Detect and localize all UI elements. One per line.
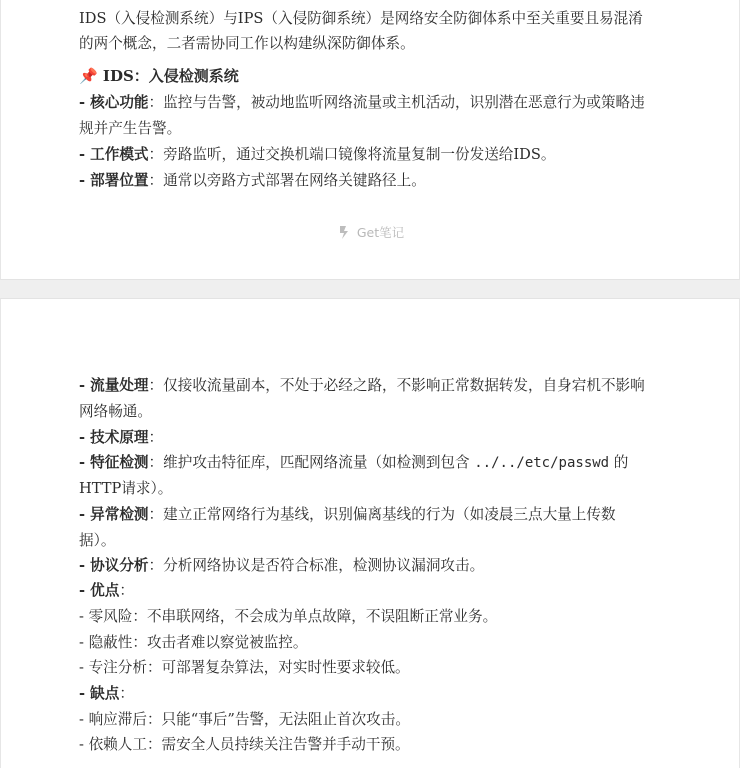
con-item-1: - 响应滞后：只能“事后”告警，无法阻止首次攻击。 — [79, 711, 410, 728]
principle-line — [79, 426, 163, 447]
ids-heading — [79, 65, 239, 86]
intro-line-1: IDS（入侵检测系统）与IPS（入侵防御系统）是网络安全防御体系中至关重要且易混淆 — [79, 10, 643, 27]
anomaly-label: 异常检测 — [90, 506, 149, 523]
bullet-prefix: - — [79, 685, 91, 702]
bullet-prefix: - — [79, 429, 91, 446]
traffic-line-2: 网络畅通。 — [79, 403, 152, 420]
core-function-text: ：监控与告警，被动地监听网络流量或主机活动，识别潜在恶意行为或策略违 — [148, 94, 645, 111]
anomaly-line-1 — [79, 503, 616, 524]
watermark-text: Get笔记 — [356, 225, 405, 240]
principle-label: 技术原理 — [90, 429, 149, 446]
signature-text-a: ：维护攻击特征库，匹配网络流量（如检测到包含 — [148, 454, 475, 471]
bullet-prefix: - — [79, 557, 91, 574]
bullet-prefix: - — [79, 146, 91, 163]
cons-line — [79, 682, 134, 703]
traffic-label: 流量处理 — [90, 377, 149, 394]
pro-item-3: - 专注分析：可部署复杂算法，对实时性要求较低。 — [79, 659, 410, 676]
pro-item-1: - 零风险：不串联网络，不会成为单点故障，不误阻断正常业务。 — [79, 608, 498, 625]
anomaly-text: ：建立正常网络行为基线，识别偏离基线的行为（如凌晨三点大量上传数 — [148, 506, 616, 523]
code-snippet: ../../etc/passwd — [474, 455, 610, 471]
principle-text: ： — [148, 429, 164, 446]
get-notes-watermark — [1, 223, 740, 241]
work-mode-label: 工作模式 — [90, 146, 149, 163]
protocol-line — [79, 554, 484, 575]
signature-line-1 — [79, 451, 628, 472]
pros-label: 优点 — [90, 582, 120, 599]
intro-line-2: 的两个概念，二者需协同工作以构建纵深防御体系。 — [79, 35, 415, 52]
pros-line — [79, 579, 134, 600]
traffic-text: ：仅接收流量副本，不处于必经之路，不影响正常数据转发，自身宕机不影响 — [148, 377, 645, 394]
bullet-prefix: - — [79, 172, 91, 189]
signature-line-2: HTTP请求）。 — [79, 480, 173, 497]
bullet-prefix: - — [79, 377, 91, 394]
deploy-location-label: 部署位置 — [90, 172, 149, 189]
core-function-label: 核心功能 — [90, 94, 149, 111]
pros-text: ： — [119, 582, 134, 599]
con-item-2: - 依赖人工：需安全人员持续关注告警并手动干预。 — [79, 736, 410, 753]
ids-heading-text: IDS：入侵检测系统 — [102, 67, 239, 85]
pro-item-2: - 隐蔽性：攻击者难以察觉被监控。 — [79, 634, 308, 651]
deploy-location-text: ：通常以旁路方式部署在网络关键路径上。 — [148, 172, 426, 189]
traffic-line-1 — [79, 374, 645, 395]
bullet-prefix: - — [79, 582, 91, 599]
core-function-line-1 — [79, 91, 645, 112]
signature-text-b: 的 — [609, 454, 629, 471]
bullet-prefix: - — [79, 94, 91, 111]
protocol-text: ：分析网络协议是否符合标准，检测协议漏洞攻击。 — [148, 557, 485, 574]
deploy-location-line — [79, 169, 426, 190]
work-mode-line — [79, 143, 555, 164]
get-logo-icon — [338, 225, 353, 240]
cons-text: ： — [119, 685, 134, 702]
anomaly-line-2: 据）。 — [79, 532, 116, 549]
signature-label: 特征检测 — [90, 454, 149, 471]
document-page-1 — [0, 0, 740, 280]
bullet-prefix: - — [79, 506, 91, 523]
work-mode-text: ：旁路监听，通过交换机端口镜像将流量复制一份发送给IDS。 — [148, 146, 556, 163]
pushpin-icon: 📌 — [79, 67, 98, 85]
document-page-2 — [0, 298, 740, 768]
cons-label: 缺点 — [90, 685, 120, 702]
core-function-line-2: 规并产生告警。 — [79, 120, 182, 137]
bullet-prefix: - — [79, 454, 91, 471]
protocol-label: 协议分析 — [90, 557, 149, 574]
